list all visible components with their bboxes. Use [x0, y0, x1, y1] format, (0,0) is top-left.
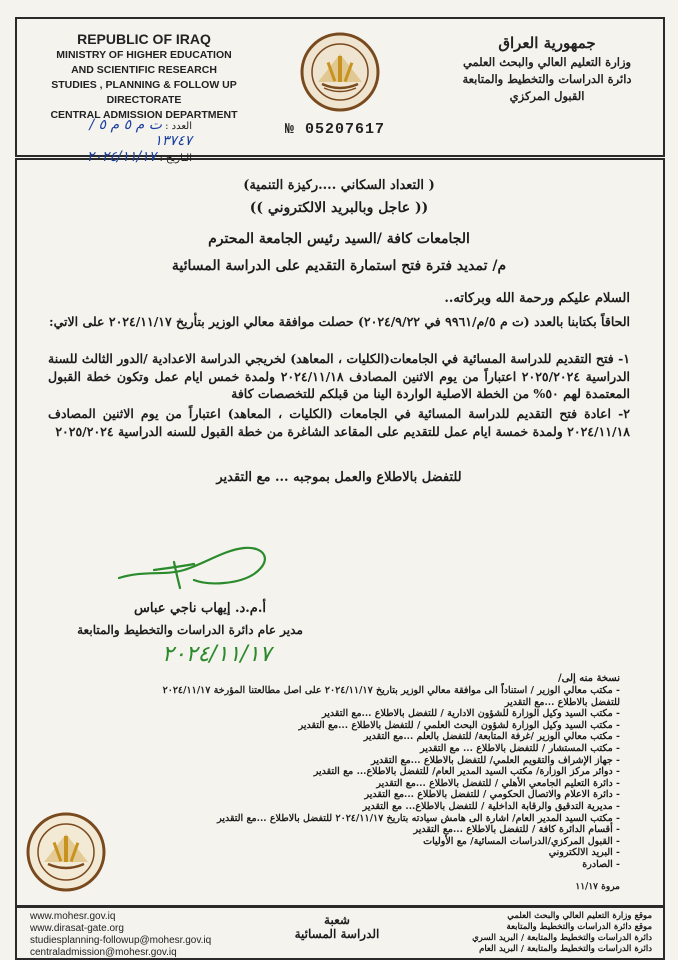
copy-item: - القبول المركزي/الدراسات المسائية/ مع الأوليات [423, 835, 620, 847]
copy-item: - مديرية التدقيق والرقابة الداخلية / للتفضل بالاطلاع... مع التقدير [362, 800, 620, 812]
copy-item: - البريد الالكتروني [548, 847, 620, 859]
copy-item: - مكتب السيد وكيل الوزارة للشؤون الادارية / للتفضل بالاطلاع ...مع التقدير [322, 708, 620, 720]
closing-line: للتفضل بالاطلاع والعمل بموجبه ... مع التقدير [216, 470, 462, 485]
signature-icon [114, 540, 284, 595]
copy-item: - مكتب السيد المدير العام/ اشارة الى هامش سيادته بتاريخ ٢٠٢٤/١١/١٧ للتفضل بالاطلاع ...مع التقدير [217, 812, 620, 824]
point-2: ٢- اعادة فتح التقديم للدراسة المسائية في الجامعات (الكليات ، المعاهد) اعتباراً من يوم الاثنين المصادف ٢٠٢٤/١١/١٨ ولمدة خمسة ايام عمل للتقديم على المقاعد الشاغرة من خطة القبول للسنه الدراسية ٢٠٢٥/٢٠٢٤ [48, 406, 630, 439]
urgent-note: (( عاجل وبالبريد الالكتروني )) [249, 200, 429, 216]
copy-item: - دائرة التعليم الجامعي الأهلي / للتفضل بالاطلاع ...مع التقدير [376, 777, 620, 789]
footer-label: دائرة الدراسات والتخطيط والمتابعة / البريد السري [472, 933, 652, 943]
signatory-name: أ.م.د. إيهاب ناجي عباس [134, 601, 266, 616]
footer-websites [30, 911, 211, 959]
copy-item: - جهاز الإشراف والتقويم العلمي/ للتفضل بالاطلاع ...مع التقدير [371, 754, 620, 766]
email-link[interactable]: centraladmission@mohesr.gov.iq [30, 947, 177, 958]
typist-initials: مروة ١١/١٧ [575, 882, 620, 892]
arabic-republic-title: جمهورية العراق [498, 34, 596, 52]
copy-item: - دائرة الاعلام والاتصال الحكومي / للتفضل بالاطلاع ...مع التقدير [364, 789, 620, 801]
arabic-ministry-line: وزارة التعليم العالي والبحث العلمي [462, 55, 632, 69]
arabic-directorate-line: دائرة الدراسات والتخطيط والمتابعة [462, 72, 632, 86]
ref-date: ٢٠٢٤/١١/١٧ [86, 149, 157, 165]
website-link[interactable]: www.dirasat-gate.org [30, 923, 124, 934]
section-stamp [282, 913, 392, 941]
copy-item: - دوائر مركز الوزارة/ مكتب السيد المدير العام/ للتفضل بالاطلاع... مع التقدير [313, 766, 620, 778]
ministry-line: MINISTRY OF HIGHER EDUCATION [56, 49, 232, 61]
republic-title: REPUBLIC OF IRAQ [77, 31, 211, 47]
ministry-line-2: AND SCIENTIFIC RESEARCH [71, 64, 217, 76]
website-link[interactable]: www.mohesr.gov.iq [30, 911, 116, 922]
copies-list [60, 685, 620, 871]
footer-label: موقع وزارة التعليم العالي والبحث العلمي [507, 911, 652, 921]
footer-arabic-labels [432, 911, 652, 955]
section-label: شعبة [324, 913, 350, 927]
signatory-title: مدير عام دائرة الدراسات والتخطيط والمتابعة [77, 623, 303, 637]
ref-label: العدد : [165, 121, 192, 132]
copies-heading: نسخة منه إلى/ [557, 673, 620, 684]
arabic-letterhead [442, 32, 652, 105]
directorate-line: STUDIES , PLANNING & FOLLOW UP DIRECTORATE [51, 79, 237, 106]
subject-line: م/ تمديد فترة فتح استمارة التقديم على الدراسة المسائية [171, 258, 507, 274]
slogan: (التعداد السكاني ....ركيزة التنمية ) [243, 178, 435, 193]
handwritten-date: ٢٠٢٤/١١/١٧ [162, 642, 272, 667]
greeting: السلام عليكم ورحمة الله وبركاته.. [444, 291, 630, 306]
copy-item: - الصادرة [582, 858, 620, 870]
arabic-department-line: القبول المركزي [509, 89, 585, 103]
reference-block [82, 118, 192, 166]
copy-item: - مكتب السيد وكيل الوزارة لشؤون البحث العلمي / للتفضل بالاطلاع ...مع التقدير [298, 719, 620, 731]
copy-item: - مكتب معالي الوزير / استناداً الى موافقة معالي الوزير بتاريخ ٢٠٢٤/١١/١٧ على اصل مطالعتنا المؤرخة ٢٠٢٤/١١/١٧ [162, 685, 620, 696]
ministry-seal-icon [300, 32, 380, 112]
footer-label: دائرة الدراسات والتخطيط والمتابعة / البريد العام [479, 944, 652, 954]
copy-item: - مكتب المستشار / للتفضل بالاطلاع ... مع التقدير [420, 742, 620, 754]
copy-item: - مكتب معالي الوزير /غرفة المتابعة/ للتفضل بالعلم ...مع التقدير [363, 731, 620, 743]
intro-paragraph: الحاقاً بكتابنا بالعدد (ت م ٥/م/٩٩٦١ في ٢٠٢٤/٩/٢٢) حصلت موافقة معالي الوزير بتأريخ ٢٠٢٤/١١/١٧ على الاتي: [49, 314, 630, 329]
date-label: التاريخ : [159, 153, 192, 164]
point-1: ١- فتح التقديم للدراسة المسائية في الجامعات(الكليات ، المعاهد) لخريجي الدراسة الاعدادية /الدور الثالث للسنة الدراسية ٢٠٢٥/٢٠٢٤ اعتباراً من يوم الاثنين المصادف ٢٠٢٤/١١/١٨ ولمدة خمس ايام عمل وتكون خطة القبول المعتمدة لهم ٥٠% من الخطة الاصلية الواردة الينا من قبلكم للتخصصات كافة [48, 351, 630, 401]
email-link[interactable]: studiesplanning-followup@mohesr.gov.iq [30, 935, 212, 946]
department-line: CENTRAL ADMISSION DEPARTMENT [50, 109, 238, 121]
ministry-seal-icon [26, 812, 106, 892]
english-letterhead [26, 30, 262, 123]
footer-label: موقع دائرة الدراسات والتخطيط والمتابعة [506, 922, 652, 932]
copy-item: للتفضل بالاطلاع ...مع التقدير [504, 696, 620, 708]
section-name: الدراسة المسائية [294, 927, 380, 941]
addressee: الجامعات كافة /السيد رئيس الجامعة المحترم [208, 231, 470, 247]
ref-number: ت م ٥ م ٥ / ١٣٧٤٧ [89, 117, 192, 149]
copy-item: - أقسام الدائرة كافة / للتفضل بالاطلاع ...مع التقدير [413, 824, 620, 836]
serial-number: № 05207617 [285, 121, 386, 138]
